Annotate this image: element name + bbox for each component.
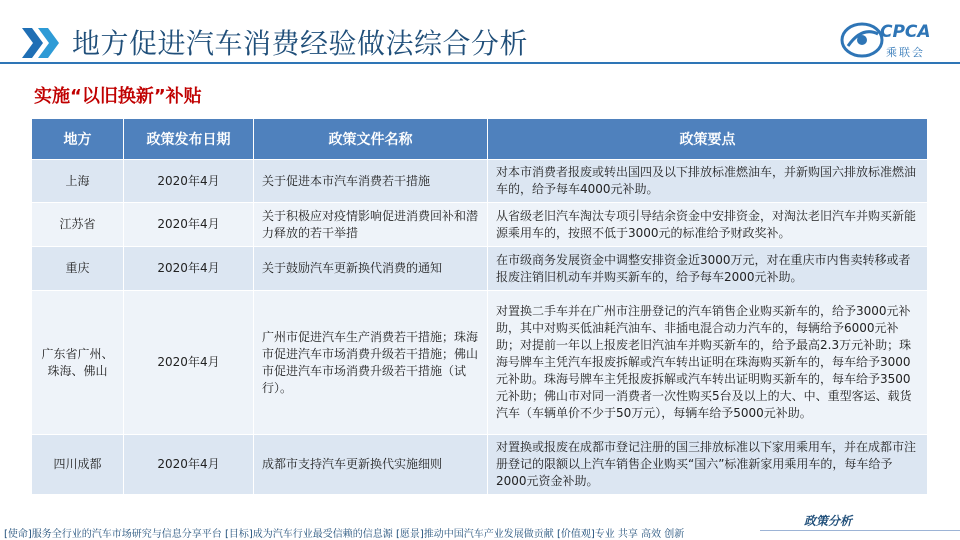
table-row	[32, 203, 928, 247]
cell-region: 广东省广州、珠海、佛山	[32, 291, 124, 435]
cell-doc: 关于促进本市汽车消费若干措施	[254, 160, 488, 203]
cell-region: 四川成都	[32, 435, 124, 495]
cell-doc: 关于鼓励汽车更新换代消费的通知	[254, 247, 488, 291]
cell-doc: 成都市支持汽车更新换代实施细则	[254, 435, 488, 495]
logo-subtext: 乘联会	[886, 46, 925, 59]
table-row	[32, 247, 928, 291]
title-divider	[0, 62, 960, 64]
col-header-region: 地方	[32, 119, 124, 160]
cell-points: 对本市消费者报废或转出国四及以下排放标准燃油车，并新购国六排放标准燃油车的，给予每车4000元补助。	[488, 160, 928, 203]
cell-points: 从省级老旧汽车淘汰专项引导结余资金中安排资金，对淘汰老旧汽车并购买新能源乘用车的，按照不低于3000元的标准给予财政奖补。	[488, 203, 928, 247]
cell-date: 2020年4月	[124, 203, 254, 247]
table-row	[32, 160, 928, 203]
cell-points: 对置换二手车并在广州市注册登记的汽车销售企业购买新车的，给予3000元补助，其中对购买低油耗汽油车、非插电混合动力汽车的，每辆给予6000元补助；对提前一年以上报废老旧汽油车并购买新车的，给予最高2.3万元补助；珠海号牌车主凭汽车报废拆解或汽车转出证明在珠海购买新车的，每车给予3000元补助。珠海号牌车主凭报废拆解或汽车转出证明购买新车的，每车给予3500元补助；佛山市对同一消费者一次性购买5台及以上的大、中、重型客运、载货汽车（车辆单价不少于50万元），每辆车给予5000元补助。	[488, 291, 928, 435]
logo-text: CPCA	[880, 22, 931, 42]
cell-region: 上海	[32, 160, 124, 203]
cell-date: 2020年4月	[124, 160, 254, 203]
col-header-doc: 政策文件名称	[254, 119, 488, 160]
cell-region: 江苏省	[32, 203, 124, 247]
table-row	[32, 291, 928, 435]
cell-region: 重庆	[32, 247, 124, 291]
cell-date: 2020年4月	[124, 435, 254, 495]
col-header-date: 政策发布日期	[124, 119, 254, 160]
table-row	[32, 435, 928, 495]
cell-date: 2020年4月	[124, 291, 254, 435]
cell-points: 对置换或报废在成都市登记注册的国三排放标准以下家用乘用车，并在成都市注册登记的限额以上汽车销售企业购买“国六”标准新家用乘用车的，每车给予2000元资金补助。	[488, 435, 928, 495]
footer-section-label: 政策分析	[804, 514, 853, 528]
footer-mission-text: [使命]服务全行业的汽车市场研究与信息分享平台 [目标]成为汽车行业最受信赖的信息源 [愿景]推动中国汽车产业发展做贡献 [价值观]专业 共享 高效 创新	[4, 529, 685, 540]
chevron-right-icon	[22, 28, 64, 58]
footer-divider	[760, 530, 960, 531]
policy-table	[31, 118, 928, 495]
cell-date: 2020年4月	[124, 247, 254, 291]
section-subtitle: 实施“以旧换新”补贴	[34, 86, 202, 107]
col-header-points: 政策要点	[488, 119, 928, 160]
table-header-row	[32, 119, 928, 160]
cell-doc: 广州市促进汽车生产消费若干措施；珠海市促进汽车市场消费升级若干措施；佛山市促进汽车市场消费升级若干措施（试行）。	[254, 291, 488, 435]
page-title: 地方促进汽车消费经验做法综合分析	[72, 27, 529, 60]
cell-doc: 关于积极应对疫情影响促进消费回补和潜力释放的若干举措	[254, 203, 488, 247]
cell-points: 在市级商务发展资金中调整安排资金近3000万元，对在重庆市内售卖转移或者报废注销旧机动车并购买新车的，给予每车2000元补助。	[488, 247, 928, 291]
